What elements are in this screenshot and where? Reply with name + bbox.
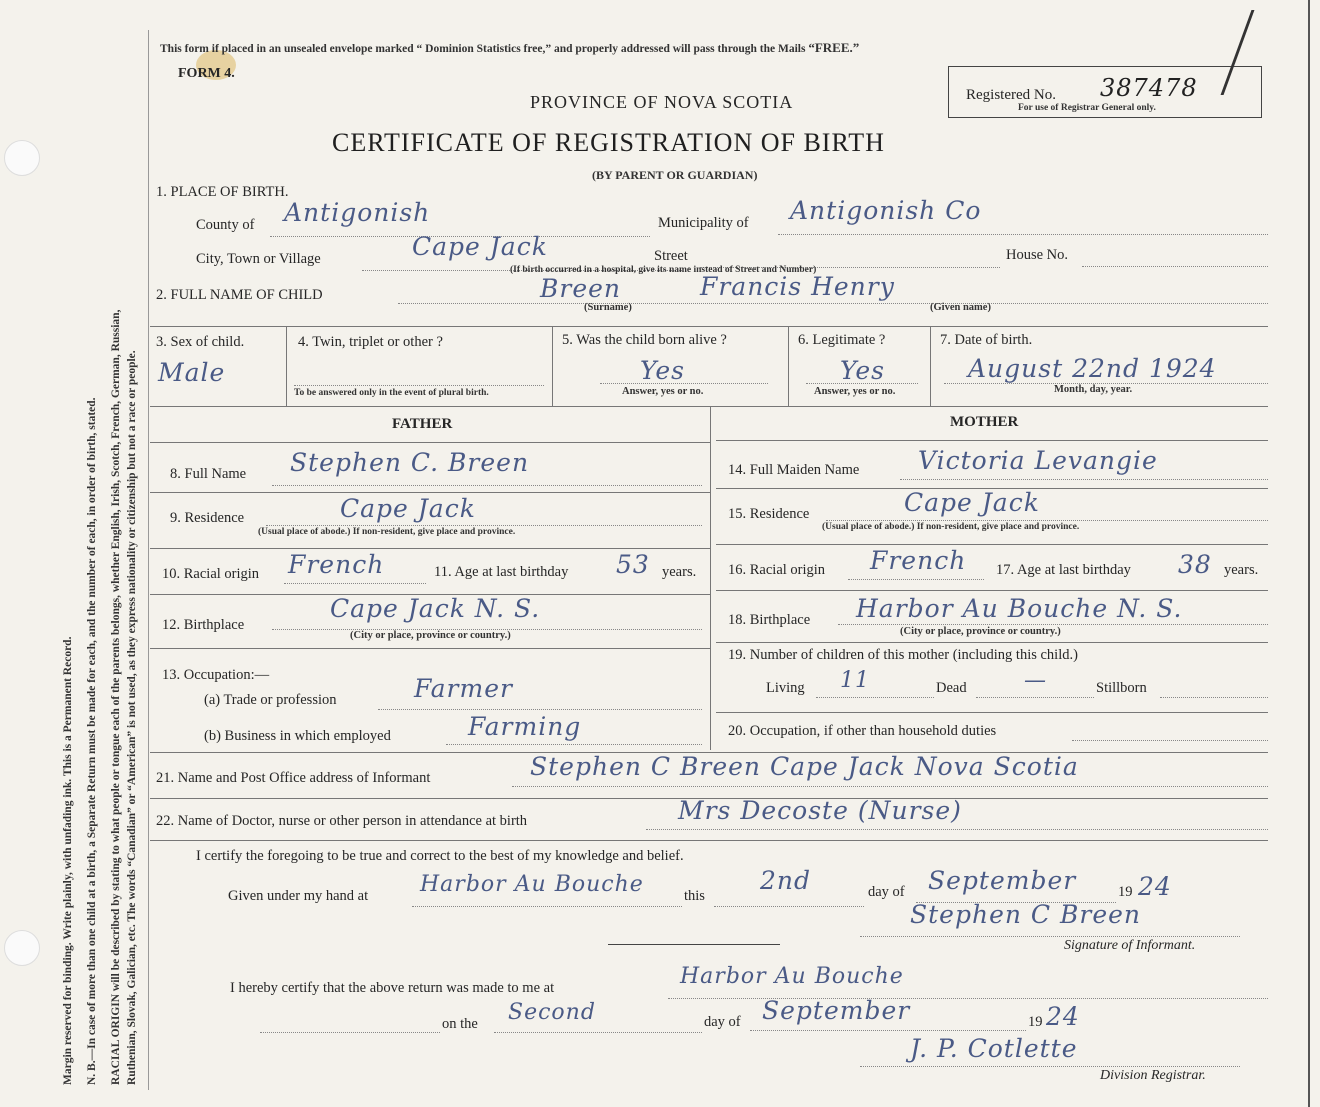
attendant-value: Mrs Decoste (Nurse) (678, 796, 962, 825)
city-label: City, Town or Village (196, 251, 321, 267)
certify-text: I certify the foregoing to be true and correct to the best of my knowledge and belief. (196, 848, 684, 864)
mother-name-label: 14. Full Maiden Name (728, 462, 860, 478)
registrar-on-the-label: on the (442, 1016, 478, 1032)
mother-birthplace-note: (City or place, province or country.) (900, 626, 1061, 637)
side-note-racial-origin-1: RACIAL ORIGIN will be described by stating to what people or tongue each of the parents belongs, whether English, Irish, Scotch, French, German, Russian, (110, 309, 122, 1085)
father-heading: FATHER (392, 416, 453, 432)
certificate-title: CERTIFICATE OF REGISTRATION OF BIRTH (332, 128, 885, 157)
father-racial-value: French (288, 550, 385, 579)
given-day-value: 2nd (760, 866, 812, 895)
registrar-certify-text: I hereby certify that the above return was made to me at (230, 980, 555, 996)
mother-racial-label: 16. Racial origin (728, 562, 826, 578)
father-age-label: 11. Age at last birthday (434, 564, 569, 580)
given-month-value: September (928, 866, 1077, 895)
legitimate-note: Answer, yes or no. (814, 386, 896, 397)
legitimate-value: Yes (840, 356, 885, 385)
province-title: PROVINCE OF NOVA SCOTIA (530, 92, 794, 112)
given-under-hand-label: Given under my hand at (228, 888, 369, 904)
mother-living-label: Living (766, 680, 805, 696)
municipality-value: Antigonish Co (790, 196, 982, 225)
registrar-signature: J. P. Cotlette (910, 1034, 1078, 1063)
form-number: FORM 4. (178, 66, 235, 81)
father-trade-value: Farmer (414, 674, 513, 703)
this-label: this (684, 888, 705, 904)
father-residence-label: 9. Residence (170, 510, 245, 526)
mother-birthplace-label: 18. Birthplace (728, 612, 811, 628)
mail-note: This form if placed in an unsealed envelope marked “ Dominion Statistics free,” and properly addressed will pass through the Mails “FREE.” (160, 40, 860, 55)
side-note-binding: Margin reserved for binding. Write plainly, with unfading ink. This is a Permanent Record. (62, 636, 74, 1085)
informant-label: 21. Name and Post Office address of Informant (156, 770, 431, 786)
binding-hole-bottom (4, 930, 40, 966)
father-business-label: (b) Business in which employed (204, 728, 391, 744)
registrar-year-prefix: 19 (1028, 1014, 1043, 1030)
father-occupation-label: 13. Occupation:— (162, 667, 270, 683)
born-alive-value: Yes (640, 356, 685, 385)
father-age-value: 53 (616, 550, 650, 579)
registered-label: Registered No. (966, 87, 1056, 103)
father-business-value: Farming (468, 712, 582, 741)
mother-age-value: 38 (1178, 550, 1212, 579)
father-residence-value: Cape Jack (340, 494, 476, 523)
mother-name-value: Victoria Levangie (918, 446, 1158, 475)
mother-children-label: 19. Number of children of this mother (including this child.) (728, 647, 1078, 663)
mother-residence-note: (Usual place of abode.) If non-resident, give place and province. (822, 522, 1080, 532)
mother-racial-value: French (870, 546, 967, 575)
father-years-label: years. (662, 564, 697, 580)
date-of-birth-note: Month, day, year. (1054, 384, 1133, 395)
informant-signature: Stephen C Breen (910, 900, 1142, 929)
county-value: Antigonish (284, 198, 431, 227)
father-name-label: 8. Full Name (170, 466, 247, 482)
division-registrar-label: Division Registrar. (1100, 1068, 1206, 1083)
father-birthplace-note: (City or place, province or country.) (350, 630, 511, 641)
side-note-multiple-births: N. B.—In case of more than one child at a birth, a Separate Return must be made for each, and the number of each, in order of birth, stated. (86, 397, 98, 1085)
given-place-value: Harbor Au Bouche (420, 872, 644, 897)
registrar-day-of-label: day of (704, 1014, 741, 1030)
child-given-name: Francis Henry (700, 272, 895, 301)
registrar-month-value: September (762, 996, 911, 1025)
mother-heading: MOTHER (950, 414, 1019, 430)
father-residence-note: (Usual place of abode.) If non-resident, give place and province. (258, 527, 516, 537)
father-name-value: Stephen C. Breen (290, 448, 530, 477)
father-birthplace-label: 12. Birthplace (162, 617, 245, 633)
surname-note: (Surname) (584, 302, 632, 313)
mother-occupation-label: 20. Occupation, if other than household duties (728, 723, 997, 739)
mother-birthplace-value: Harbor Au Bouche N. S. (856, 594, 1183, 623)
registrar-day-value: Second (508, 1000, 596, 1025)
father-trade-label: (a) Trade or profession (204, 692, 337, 708)
given-day-of-label: day of (868, 884, 905, 900)
twin-label: 4. Twin, triplet or other ? (298, 334, 443, 350)
born-alive-label: 5. Was the child born alive ? (562, 332, 727, 348)
place-of-birth-label: 1. PLACE OF BIRTH. (156, 184, 289, 200)
twin-note: To be answered only in the event of plural birth. (294, 388, 489, 398)
street-label: Street (654, 248, 688, 264)
mother-residence-label: 15. Residence (728, 506, 810, 522)
mother-stillborn-label: Stillborn (1096, 680, 1147, 696)
born-alive-note: Answer, yes or no. (622, 386, 704, 397)
hospital-note: (If birth occurred in a hospital, give its name instead of Street and Number) (510, 265, 817, 275)
municipality-label: Municipality of (658, 215, 749, 231)
mother-residence-value: Cape Jack (904, 488, 1040, 517)
given-year-value: 24 (1138, 872, 1172, 901)
house-number-label: House No. (1006, 247, 1069, 263)
child-name-label: 2. FULL NAME OF CHILD (156, 287, 323, 303)
mother-age-label: 17. Age at last birthday (996, 562, 1131, 578)
registrar-place-value: Harbor Au Bouche (680, 964, 904, 989)
child-surname: Breen (540, 274, 622, 303)
mother-dead-value: — (1024, 668, 1047, 693)
given-year-prefix: 19 (1118, 884, 1133, 900)
certificate-subtitle: (BY PARENT OR GUARDIAN) (592, 168, 758, 182)
sex-value: Male (158, 358, 226, 387)
father-birthplace-value: Cape Jack N. S. (330, 594, 541, 623)
binding-hole-top (4, 140, 40, 176)
informant-value: Stephen C Breen Cape Jack Nova Scotia (530, 752, 1079, 781)
father-racial-label: 10. Racial origin (162, 566, 260, 582)
sex-label: 3. Sex of child. (156, 334, 245, 350)
given-name-note: (Given name) (930, 302, 991, 313)
city-value: Cape Jack (412, 232, 548, 261)
mother-years-label: years. (1224, 562, 1259, 578)
mother-dead-label: Dead (936, 680, 967, 696)
registrar-note: For use of Registrar General only. (1018, 103, 1156, 113)
attendant-label: 22. Name of Doctor, nurse or other person in attendance at birth (156, 813, 528, 829)
informant-signature-label: Signature of Informant. (1064, 938, 1196, 953)
legitimate-label: 6. Legitimate ? (798, 332, 886, 348)
check-mark-icon (1221, 10, 1295, 95)
mother-living-value: 11 (840, 668, 870, 693)
registrar-year-value: 24 (1046, 1002, 1080, 1031)
county-label: County of (196, 217, 255, 233)
side-note-racial-origin-2: Ruthenian, Slovak, Galician, etc. The words “Canadian” or “American” is not used, as they express nationality or citizenship but not a race or people. (126, 350, 138, 1085)
registered-number: 387478 (1100, 74, 1198, 102)
date-of-birth-label: 7. Date of birth. (940, 332, 1033, 348)
date-of-birth-value: August 22nd 1924 (968, 354, 1217, 383)
